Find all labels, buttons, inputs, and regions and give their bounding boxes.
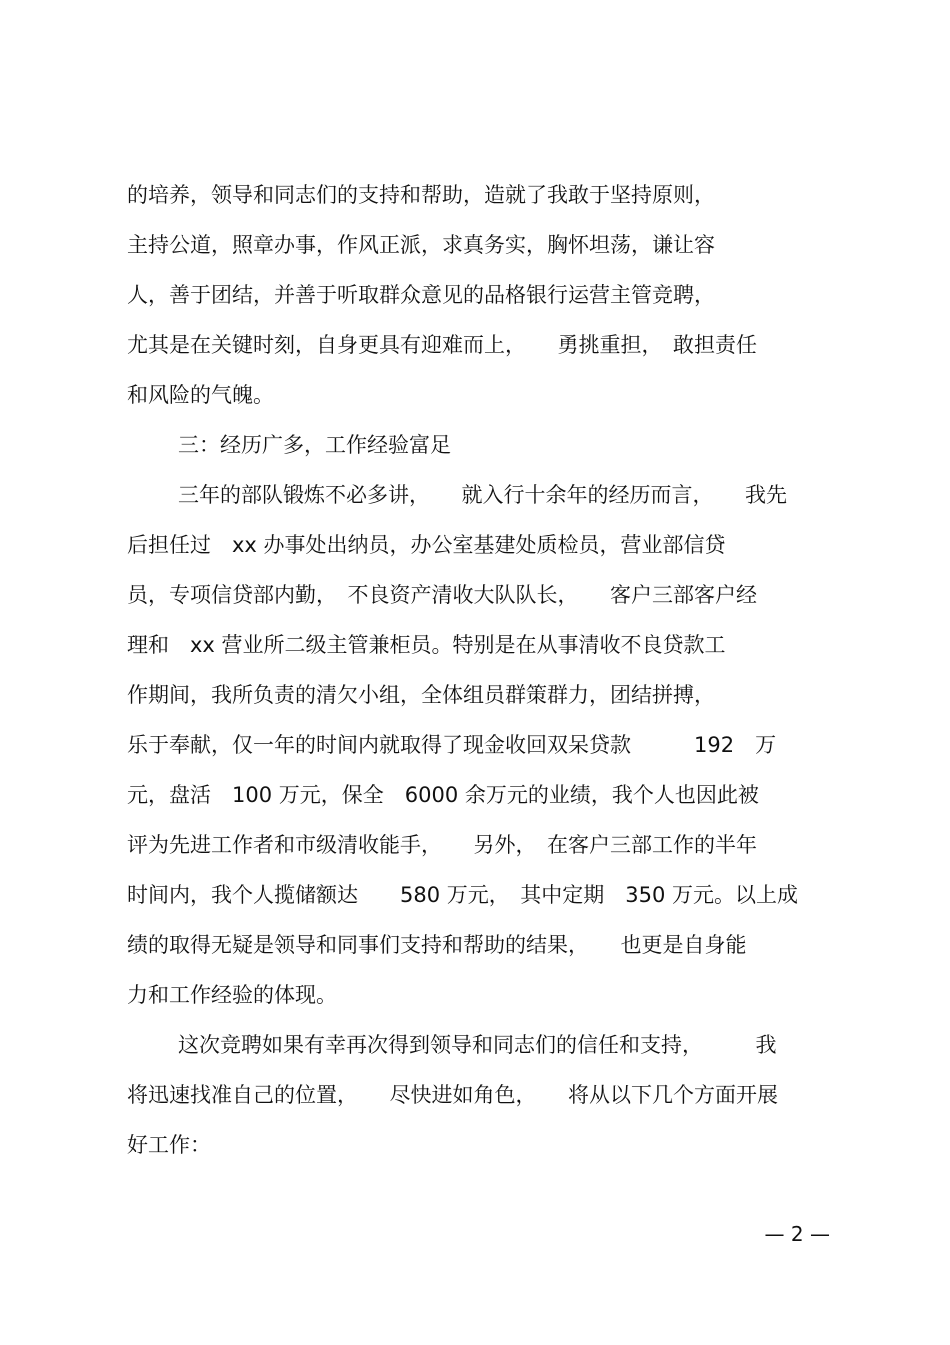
paragraph-line: 好工作： [127, 1133, 211, 1157]
paragraph-line: 力和工作经验的体现。 [127, 983, 337, 1007]
paragraph-line: 乐于奉献，仅一年的时间内就取得了现金收回双呆贷款 192 万 [127, 733, 777, 757]
paragraph-line: 元，盘活 100 万元，保全 6000 余万元的业绩，我个人也因此被 [127, 783, 759, 807]
paragraph-line: 评为先进工作者和市级清收能手， 另外， 在客户三部工作的半年 [127, 833, 757, 857]
paragraph-line: 作期间，我所负责的清欠小组，全体组员群策群力，团结拼搏， [127, 683, 715, 707]
page-number: — 2 — [764, 1222, 830, 1246]
paragraph-line: 的培养，领导和同志们的支持和帮助，造就了我敢于坚持原则， [127, 183, 715, 207]
paragraph-line: 人，善于团结，并善于听取群众意见的品格银行运营主管竞聘， [127, 283, 715, 307]
paragraph-line: 和风险的气魄。 [127, 383, 274, 407]
paragraph-line: 员，专项信贷部内勤， 不良资产清收大队队长， 客户三部客户经 [127, 583, 757, 607]
paragraph-line: 这次竞聘如果有幸再次得到领导和同志们的信任和支持， 我 [178, 1033, 777, 1057]
section-heading: 三：经历广多，工作经验富足 [178, 433, 451, 457]
paragraph-line: 后担任过 xx 办事处出纳员，办公室基建处质检员，营业部信贷 [127, 533, 726, 557]
paragraph-line: 三年的部队锻炼不必多讲， 就入行十余年的经历而言， 我先 [178, 483, 787, 507]
paragraph-line: 理和 xx 营业所二级主管兼柜员。特别是在从事清收不良贷款工 [127, 633, 726, 657]
paragraph-line: 将迅速找准自己的位置， 尽快进如角色， 将从以下几个方面开展 [127, 1083, 778, 1107]
paragraph-line: 时间内，我个人揽储额达 580 万元， 其中定期 350 万元。以上成 [127, 883, 799, 907]
paragraph-line: 绩的取得无疑是领导和同事们支持和帮助的结果， 也更是自身能 [127, 933, 747, 957]
paragraph-line: 尤其是在关键时刻，自身更具有迎难而上， 勇挑重担， 敢担责任 [127, 333, 757, 357]
paragraph-line: 主持公道，照章办事，作风正派，求真务实，胸怀坦荡，谦让容 [127, 233, 715, 257]
